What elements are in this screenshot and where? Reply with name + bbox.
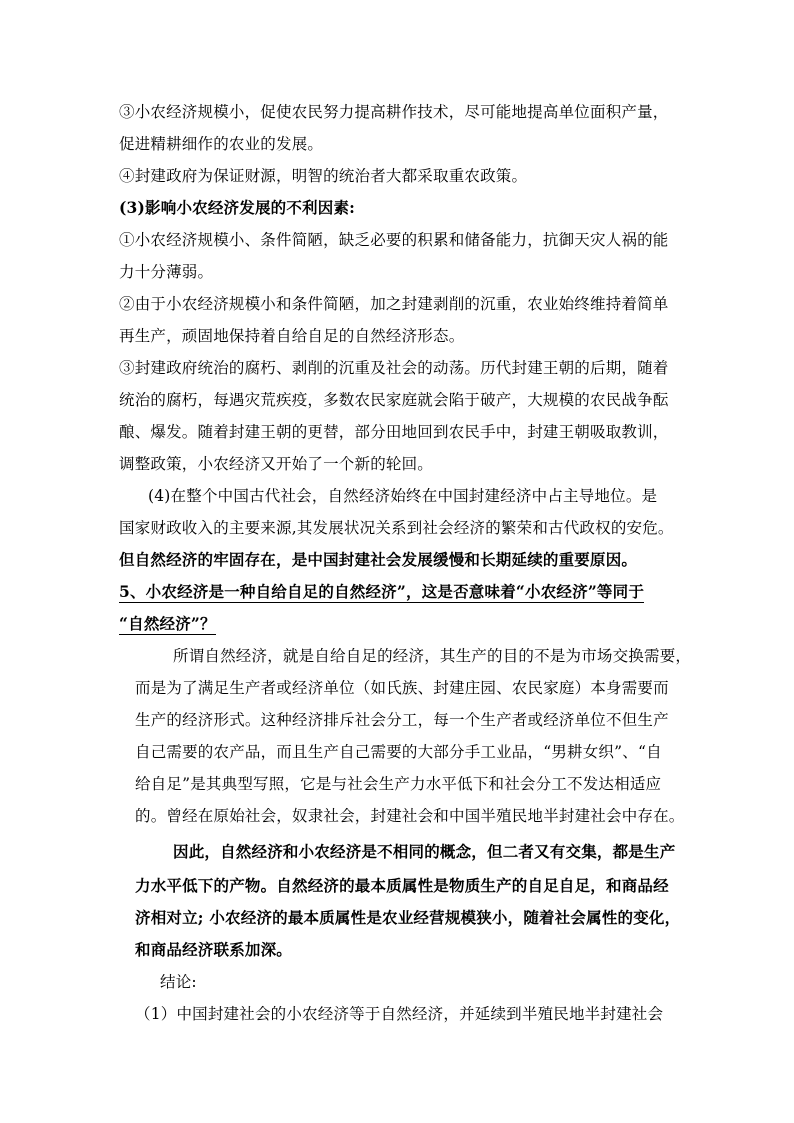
para-line-20: 生产的经济形式。这种经济排斥社会分工，每一个生产者或经济单位不但生产 <box>135 711 669 729</box>
para-line-12: 调整政策，小农经济又开始了一个新的轮回。 <box>119 455 434 473</box>
para-line-22: 给自足”是其典型写照，它是与社会生产力水平低下和社会分工不发达相适应 <box>135 775 662 793</box>
para-line-3: ④封建政府为保证财源，明智的统治者大都采取重农政策。 <box>119 167 528 185</box>
question-heading-line-2: “自然经济”？ <box>119 614 216 633</box>
para-line-15: 但自然经济的牢固存在，是中国封建社会发展缓慢和长期延续的重要原因。 <box>119 550 638 569</box>
para-line-1: ③小农经济规模小，促使农民努力提高耕作技术，尽可能地提高单位面积产量， <box>119 103 669 121</box>
para-line-19: 而是为了满足生产者或经济单位（如氏族、封建庄园、农民家庭）本身需要而 <box>135 679 669 697</box>
question-heading-5 <box>119 582 644 602</box>
para-line-13: (4)在整个中国古代社会，自然经济始终在中国封建经济中占主导地位。是 <box>148 487 658 505</box>
question-heading-5-cont <box>119 614 216 634</box>
para-line-14: 国家财政收入的主要来源,其发展状况关系到社会经济的繁荣和古代政权的安危。 <box>119 519 674 537</box>
question-heading-line-1: 5、小农经济是一种自给自足的自然经济”，这是否意味着“小农经济”等同于 <box>119 582 645 601</box>
para-line-25: 力水平低下的产物。自然经济的最本质属性是物质生产的自足自足，和商品经 <box>135 876 669 895</box>
section-heading-3: (3)影响小农经济发展的不利因素: <box>119 198 356 217</box>
para-line-26: 济相对立; 小农经济的最本质属性是农业经营规模狭小，随着社会属性的变化， <box>135 908 681 927</box>
para-line-6: 力十分薄弱。 <box>119 263 214 281</box>
para-line-11: 酿、爆发。随着封建王朝的更替，部分田地回到农民手中，封建王朝吸取教训， <box>119 423 669 441</box>
para-line-9: ③封建政府统治的腐朽、剥削的沉重及社会的动荡。历代封建王朝的后期，随着 <box>119 359 669 377</box>
conclusion-label: 结论: <box>160 973 197 991</box>
para-line-23: 的。曾经在原始社会，奴隶社会，封建社会和中国半殖民地半封建社会中存在。 <box>135 807 685 825</box>
para-line-21: 自己需要的农产品，而且生产自己需要的大部分手工业品，“男耕女织”、“自 <box>135 743 662 761</box>
para-line-10: 统治的腐朽，每遇灾荒疾疫，多数农民家庭就会陷于破产，大规模的农民战争酝 <box>119 391 669 409</box>
para-line-5: ①小农经济规模小、条件简陋，缺乏必要的积累和储备能力，抗御天灾人祸的能 <box>119 231 669 249</box>
para-line-27: 和商品经济联系加深。 <box>135 940 293 959</box>
para-line-7: ②由于小农经济规模小和条件简陋，加之封建剥削的沉重，农业始终维持着简单 <box>119 295 669 313</box>
para-line-2: 促进精耕细作的农业的发展。 <box>119 135 324 153</box>
conclusion-item-1: （1）中国封建社会的小农经济等于自然经济，并延续到半殖民地半封建社会 <box>135 1005 664 1023</box>
para-line-8: 再生产，顽固地保持着自给自足的自然经济形态。 <box>119 327 465 345</box>
para-line-24: 因此，自然经济和小农经济是不相同的概念，但二者又有交集，都是生产 <box>173 842 676 861</box>
para-line-18: 所谓自然经济，就是自给自足的经济，其生产的目的不是为市场交换需要， <box>173 647 692 665</box>
